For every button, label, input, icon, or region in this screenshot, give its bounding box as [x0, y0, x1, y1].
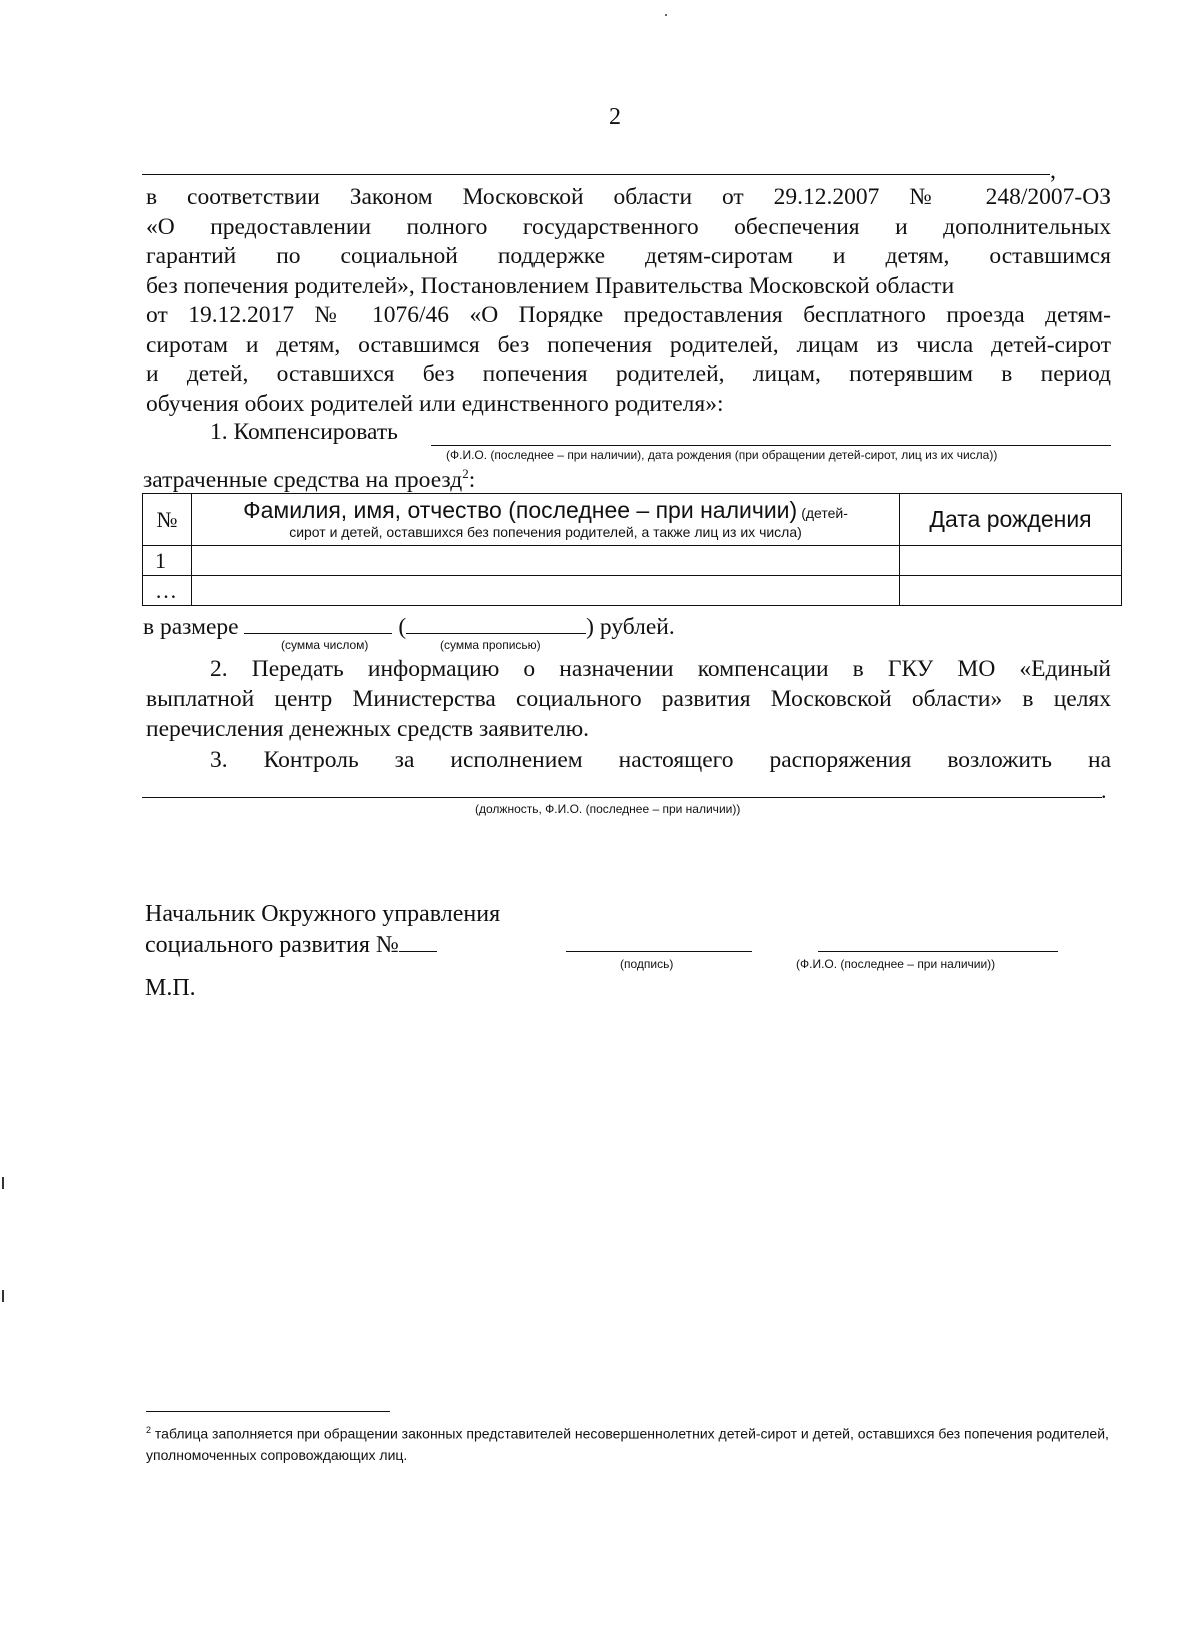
- page-number: 2: [609, 104, 621, 130]
- signatory-title-line2: социального развития №: [145, 932, 399, 958]
- signatory-title-line2-wrap: [145, 930, 500, 961]
- fio-line: [818, 951, 1058, 952]
- amount-suffix: ) рублей.: [586, 614, 675, 640]
- top-blank-line: [142, 174, 1050, 175]
- footnote: [146, 1420, 1126, 1466]
- persons-table: [142, 493, 1122, 606]
- item3-paragraph: [146, 745, 1111, 775]
- footnote-rule: [146, 1411, 390, 1412]
- item1-label: 1. Компенсировать: [210, 419, 398, 445]
- intro-line: сиротам и детям, оставшимся без попечения родителей, лицам из числа детей-сирот: [146, 331, 1111, 358]
- spent-text: затраченные средства на проезд: [143, 466, 463, 493]
- scan-speck: [2, 1290, 4, 1302]
- footnote-mark: 2: [462, 466, 469, 481]
- scan-speck: [665, 14, 667, 16]
- row-num: …: [143, 576, 192, 606]
- scan-speck: [2, 1177, 4, 1189]
- header-num: №: [143, 494, 192, 546]
- item2-paragraph: [146, 654, 1111, 744]
- table-row: [143, 576, 1122, 606]
- intro-line: «О предоставлении полного государственного обеспечения и дополнительных: [146, 213, 1111, 240]
- spent-funds-text: [143, 466, 475, 494]
- amount-words-hint: (сумма прописью): [440, 638, 541, 652]
- item2-line: перечисления денежных средств заявителю.: [146, 716, 590, 742]
- item1-hint: (Ф.И.О. (последнее – при наличии), дата рождения (при обращении детей-сирот, лиц из их числа)): [446, 448, 998, 462]
- item2-line: 2. Передать информацию о назначении компенсации в ГКУ МО «Единый: [210, 656, 1111, 682]
- row-num: 1: [143, 546, 192, 576]
- item3-hint: (должность, Ф.И.О. (последнее – при наличии)): [475, 802, 741, 816]
- table-row: [143, 546, 1122, 576]
- department-number-blank: [399, 931, 437, 952]
- row-name-cell: [192, 546, 900, 576]
- item3-line: 3. Контроль за исполнением настоящего распоряжения возложить на: [210, 747, 1111, 773]
- amount-number-hint: (сумма числом): [281, 638, 369, 652]
- intro-line: без попечения родителей», Постановлением Правительства Московской области: [146, 272, 955, 299]
- amount-line: [143, 611, 675, 641]
- header-name: [192, 494, 900, 546]
- intro-line: гарантий по социальной поддержке детям-сиротам и детям, оставшимся: [146, 243, 1111, 269]
- amount-number-blank: [244, 611, 392, 634]
- header-name-main: Фамилия, имя, отчество (последнее – при наличии): [243, 497, 798, 523]
- row-name-cell: [192, 576, 900, 606]
- spent-suffix: :: [468, 466, 476, 493]
- intro-line: обучения обоих родителей или единственного родителя»:: [146, 390, 724, 417]
- amount-prefix: в размере: [143, 614, 239, 640]
- signature-line: [566, 951, 752, 952]
- item2-line: выплатной центр Министерства социального развития Московской области» в целях: [146, 686, 1111, 712]
- intro-paragraph: [146, 183, 1111, 419]
- top-comma: ,: [1050, 158, 1056, 184]
- header-name-small-2: сирот и детей, оставшихся без попечения родителей, а также лиц из их числа): [289, 524, 802, 540]
- header-name-small-1: (детей-: [801, 505, 848, 521]
- row-date-cell: [900, 576, 1122, 606]
- stamp-place: М.П.: [145, 975, 196, 1001]
- amount-words-blank: [406, 611, 586, 634]
- intro-line: от 19.12.2017 № 1076/46 «О Порядке предоставления бесплатного проезда детям-: [146, 302, 1111, 328]
- signature-hint: (подпись): [620, 957, 674, 971]
- signatory-title-line1: Начальник Окружного управления: [145, 901, 501, 927]
- header-date: Дата рождения: [900, 494, 1122, 546]
- item1-fill-line: [431, 445, 1111, 446]
- amount-open-paren: (: [398, 614, 407, 640]
- item3-dot: .: [1101, 778, 1107, 803]
- intro-line: и детей, оставшихся без попечения родителей, лицам, потерявшим в период: [146, 361, 1111, 387]
- signatory-title: [145, 899, 500, 961]
- item3-fill-line: [142, 797, 1102, 798]
- footnote-mark-bottom: 2: [146, 1425, 152, 1435]
- footnote-text: таблица заполняется при обращении законных представителей несовершеннолетних детей-сирот и детей, оставшихся без попечения родителей, уполномоченных сопровождающих лиц.: [146, 1425, 1109, 1463]
- row-date-cell: [900, 546, 1122, 576]
- fio-hint: (Ф.И.О. (последнее – при наличии)): [796, 957, 996, 971]
- intro-line: в соответствии Законом Московской области от 29.12.2007 № 248/2007-ОЗ: [146, 184, 1111, 210]
- table-header-row: [143, 494, 1122, 546]
